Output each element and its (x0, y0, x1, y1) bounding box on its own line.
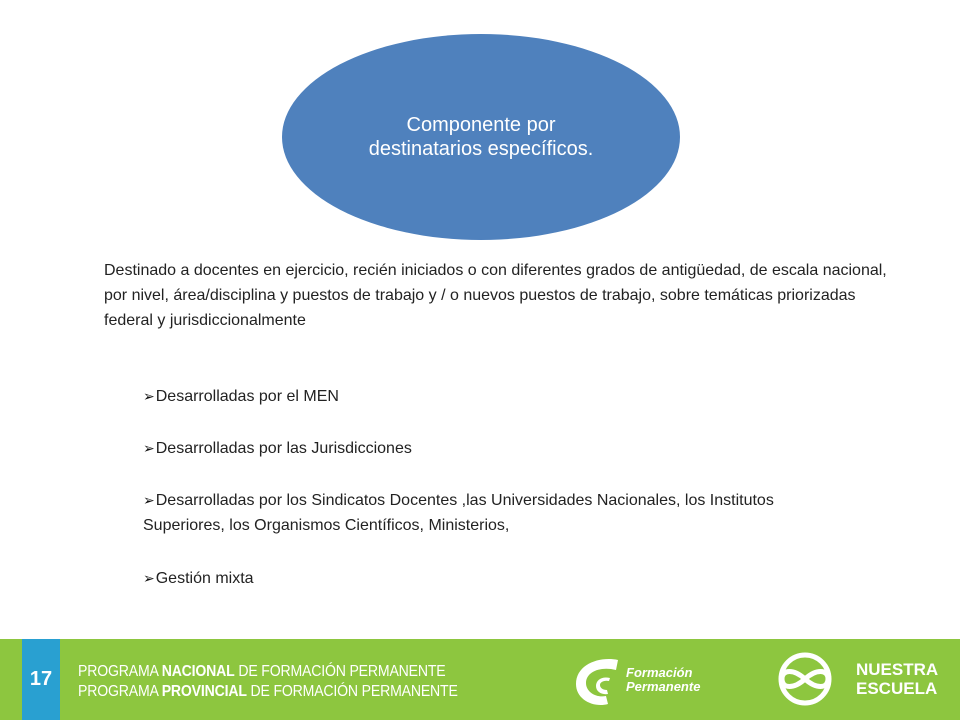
title-ellipse (282, 34, 680, 240)
logo2-line2: ESCUELA (856, 679, 938, 698)
page-number: 17 (22, 639, 60, 720)
ellipse-title-line1: Componente por (406, 114, 556, 136)
program-line-text: DE FORMACIÓN PERMANENTE (246, 683, 458, 700)
formacion-permanente-wordmark (626, 666, 700, 694)
program-line-provincial (78, 682, 458, 702)
arrow-bullet-icon: ➢ (143, 492, 155, 508)
logo1-line1: Formación (626, 665, 693, 680)
bullet-item (143, 384, 843, 409)
nuestra-escuela-wordmark (856, 660, 938, 698)
bullet-item (143, 488, 833, 538)
logo2-line1: NUESTRA (856, 660, 939, 679)
program-title (78, 662, 458, 702)
program-line-text: PROGRAMA (78, 683, 162, 700)
program-line-text: DE FORMACIÓN PERMANENTE (234, 663, 446, 680)
description-paragraph: Destinado a docentes en ejercicio, recién iniciados o con diferentes grados de antigüedad, de escala nacional, por nivel, área/disciplina y puestos de trabajo y / o nuevos puestos de trabajo, sobre temáticas priorizadas federal y jurisdiccionalmente (104, 262, 887, 329)
bullet-text: Gestión mixta (155, 570, 254, 587)
bullet-item (143, 566, 843, 591)
bullet-text: Desarrolladas por las Jurisdicciones (155, 440, 412, 457)
bullet-item (143, 436, 843, 461)
ellipse-title-line2: destinatarios específicos. (368, 138, 594, 160)
arrow-bullet-icon: ➢ (143, 388, 155, 404)
arrow-bullet-icon: ➢ (143, 570, 155, 586)
program-line-bold: PROVINCIAL (161, 683, 247, 700)
program-line-text: PROGRAMA (78, 663, 162, 680)
logo1-line2: Permanente (626, 679, 701, 694)
bullet-text: Desarrolladas por los Sindicatos Docentes ,las Universidades Nacionales, los Institutos Superiores, los Organismos Científicos, Ministerios, (143, 492, 774, 534)
ellipse-title (331, 113, 631, 161)
bullet-text: Desarrolladas por el MEN (155, 388, 339, 405)
arrow-bullet-icon: ➢ (143, 440, 155, 456)
program-line-national (78, 662, 458, 682)
infinity-logo-icon (760, 652, 850, 706)
program-line-bold: NACIONAL (161, 663, 235, 680)
